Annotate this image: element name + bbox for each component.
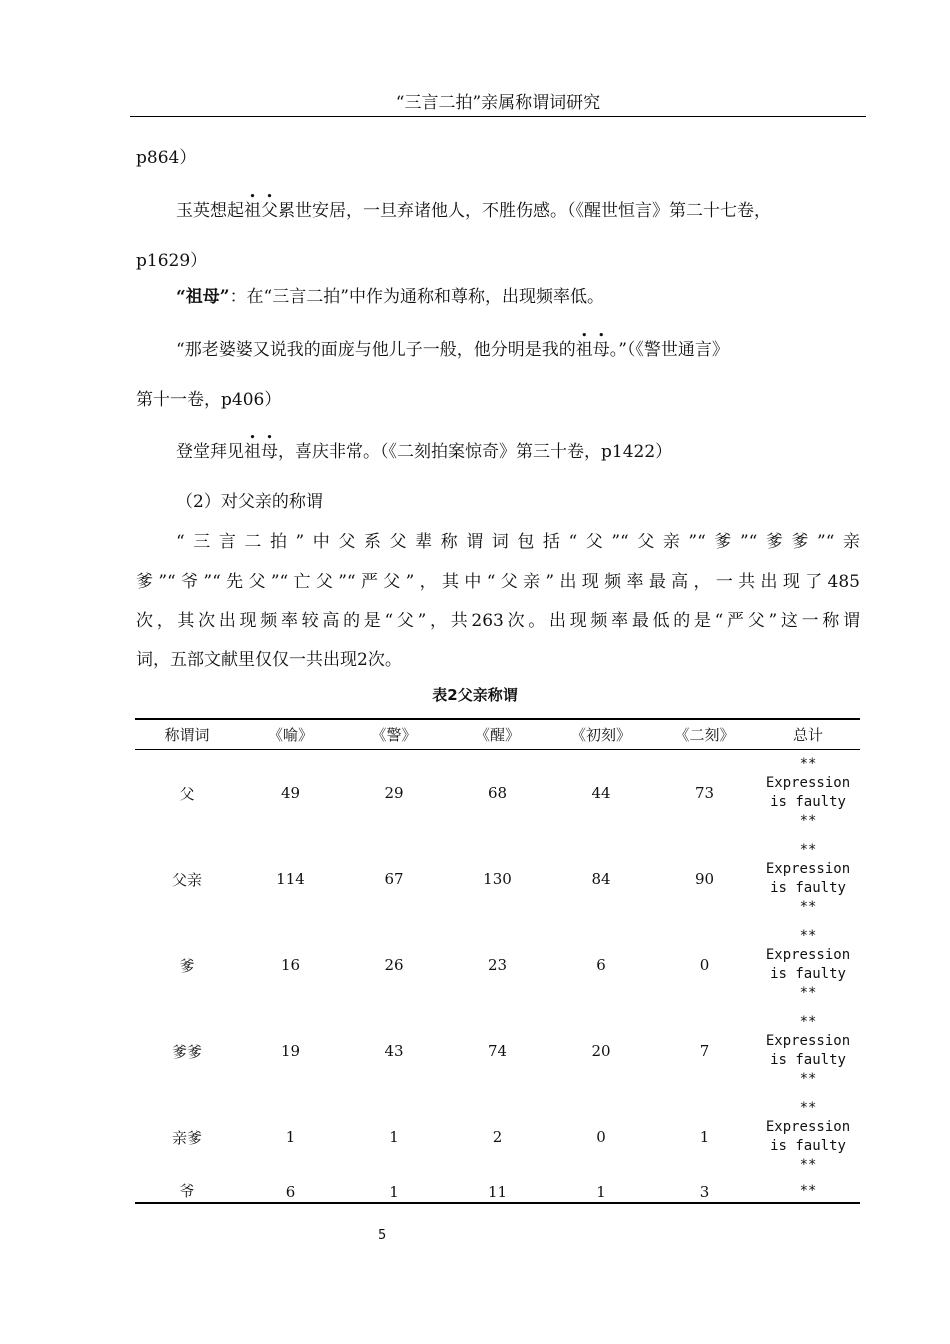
- emphasis-char: 祖: [575, 340, 593, 360]
- term-label: “祖母”: [176, 287, 230, 307]
- text-run: 玉英想起: [176, 201, 244, 221]
- text-run: ：在“三言二拍”中作为通称和尊称，出现频率低。: [229, 287, 604, 307]
- total-line: **: [799, 813, 817, 829]
- text-run: 。”（《警世通言》: [609, 340, 729, 360]
- emphasis-char: 祖: [244, 442, 261, 462]
- term-cell: 亲爹: [171, 1128, 202, 1147]
- total-line: **: [799, 1183, 817, 1199]
- total-cell: [756, 750, 860, 837]
- table-row: [135, 922, 860, 1008]
- count-cell: 74: [487, 1042, 508, 1060]
- total-line: **: [799, 756, 817, 772]
- total-line: is faulty: [770, 1052, 846, 1068]
- term-cell: 父亲: [171, 870, 202, 889]
- count-cell: 11: [446, 1180, 549, 1203]
- total-line: Expression: [765, 775, 851, 791]
- column-header: 总计: [756, 719, 860, 750]
- term-cell: 爷: [135, 1180, 239, 1203]
- count-cell: 90: [694, 870, 715, 888]
- count-cell: 49: [280, 784, 301, 802]
- count-cell: 44: [591, 784, 611, 802]
- term-definition: [176, 285, 604, 309]
- count-cell: 0: [699, 956, 710, 974]
- total-cell: [756, 1008, 860, 1094]
- total-cell: [756, 836, 860, 922]
- total-line: is faulty: [770, 966, 846, 982]
- count-cell: 1: [285, 1128, 296, 1146]
- column-header: 《初刻》: [549, 719, 653, 750]
- text-run: ，喜庆非常。（《二刻拍案惊奇》第三十卷，p1422）: [278, 442, 673, 462]
- total-line: is faulty: [770, 794, 846, 810]
- count-cell: 20: [591, 1042, 611, 1060]
- count-cell: 43: [384, 1042, 404, 1060]
- total-line: **: [799, 928, 817, 944]
- paragraph-line: p1629）: [136, 251, 208, 271]
- table-row: [135, 1180, 860, 1203]
- count-cell: 7: [699, 1042, 710, 1060]
- text-run: 登堂拜见: [176, 442, 244, 462]
- example-sentence: [176, 199, 771, 223]
- father-terms-table: [135, 718, 860, 1204]
- emphasis-char: 母: [261, 442, 278, 462]
- emphasis-char: 母: [592, 340, 610, 360]
- term-cell: 爹爹: [171, 1042, 202, 1061]
- total-line: Expression: [765, 861, 851, 877]
- paragraph-line: 第十一卷，p406）: [136, 390, 282, 410]
- section-heading: （2）对父亲的称谓: [176, 492, 323, 512]
- example-sentence: [176, 440, 672, 464]
- table-row: [135, 836, 860, 922]
- paragraph-line: 词，五部文献里仅仅一共出现2次。: [136, 650, 402, 670]
- emphasis-char: 父: [261, 201, 278, 221]
- count-cell: 2: [492, 1128, 503, 1146]
- count-cell: 6: [239, 1180, 342, 1203]
- count-cell: 1: [389, 1128, 399, 1146]
- count-cell: 67: [384, 870, 404, 888]
- total-cell: [756, 922, 860, 1008]
- table-row: [135, 1094, 860, 1180]
- total-line: **: [799, 1100, 817, 1116]
- count-cell: 1: [549, 1180, 653, 1203]
- column-header: 《喻》: [239, 719, 342, 750]
- example-sentence: [176, 338, 729, 362]
- count-cell: 16: [280, 956, 301, 974]
- total-line: **: [799, 1014, 817, 1030]
- count-cell: 26: [384, 956, 404, 974]
- count-cell: 130: [483, 870, 512, 888]
- total-line: Expression: [765, 947, 851, 963]
- count-cell: 6: [596, 956, 606, 974]
- text-run: “那老婆婆又说我的面庞与他儿子一般，他分明是我的: [176, 340, 576, 360]
- running-header: “三言二拍”亲属称谓词研究: [130, 90, 866, 117]
- count-cell: 29: [384, 784, 404, 802]
- paragraph-line: 次，其次出现频率较高的是“父”，共263次。出现频率最低的是“严父”这一称谓: [136, 611, 860, 631]
- paragraph-line: “三言二拍”中父系父辈称谓词包括“父”“父亲”“爹”“爹爹”“亲: [176, 532, 860, 552]
- total-line: **: [799, 899, 817, 915]
- count-cell: 19: [280, 1042, 301, 1060]
- paragraph-line: p864）: [136, 148, 197, 168]
- total-line: **: [799, 985, 817, 1001]
- total-line: **: [799, 1071, 817, 1087]
- count-cell: 1: [699, 1128, 710, 1146]
- total-line: Expression: [765, 1119, 851, 1135]
- total-line: **: [799, 1157, 817, 1173]
- column-header: 《二刻》: [653, 719, 756, 750]
- count-cell: 1: [342, 1180, 446, 1203]
- count-cell: 0: [596, 1128, 606, 1146]
- count-cell: 114: [276, 870, 305, 888]
- paragraph-line: 爹”“爷”“先父”“亡父”“严父”，其中“父亲”出现频率最高，一共出现了485: [136, 572, 860, 592]
- count-cell: 23: [487, 956, 508, 974]
- term-cell: 父: [179, 784, 195, 803]
- column-header: 《警》: [342, 719, 446, 750]
- total-cell: [756, 1180, 860, 1203]
- table-caption: 表2父亲称谓: [432, 686, 518, 704]
- count-cell: 3: [653, 1180, 756, 1203]
- total-line: is faulty: [770, 880, 846, 896]
- page-number: 5: [378, 1228, 387, 1243]
- column-header: 《醒》: [446, 719, 549, 750]
- table-row: [135, 750, 860, 837]
- total-line: Expression: [765, 1033, 851, 1049]
- emphasis-char: 祖: [244, 201, 261, 221]
- count-cell: 73: [694, 784, 715, 802]
- total-line: **: [799, 842, 817, 858]
- total-line: is faulty: [770, 1138, 846, 1154]
- table-header-row: [135, 719, 860, 750]
- count-cell: 68: [487, 784, 508, 802]
- text-run: 累世安居，一旦弃诸他人，不胜伤感。（《醒世恒言》第二十七卷，: [278, 201, 771, 221]
- table-row: [135, 1008, 860, 1094]
- term-cell: 爹: [179, 956, 195, 975]
- count-cell: 84: [591, 870, 611, 888]
- column-header: 称谓词: [135, 719, 239, 750]
- total-cell: [756, 1094, 860, 1180]
